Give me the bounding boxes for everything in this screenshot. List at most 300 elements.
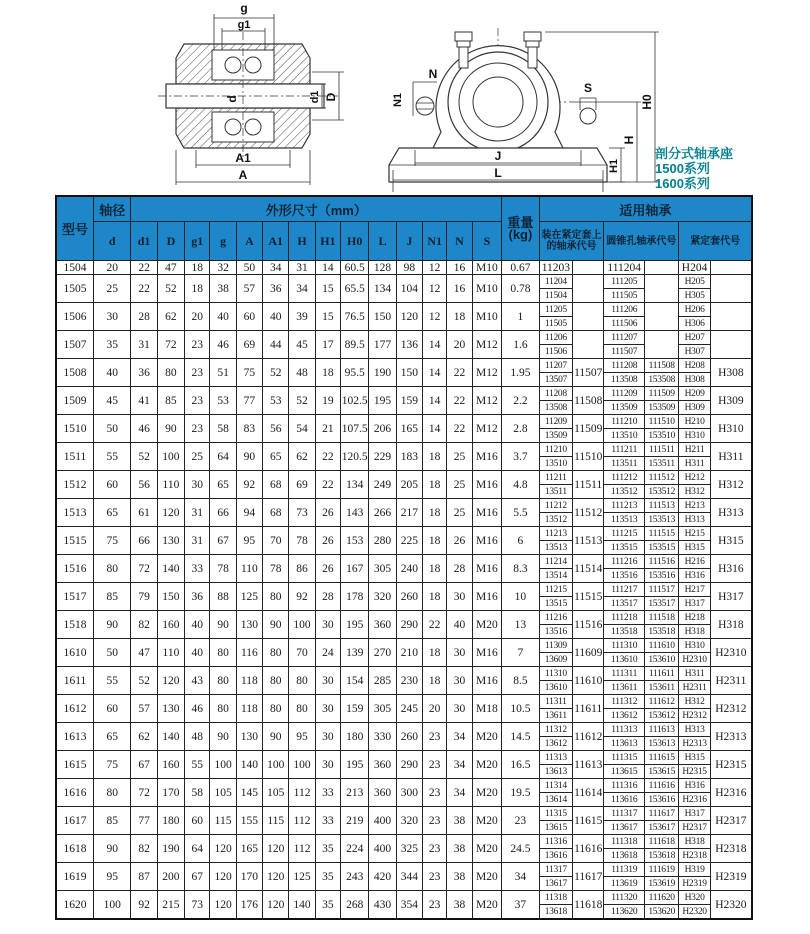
value-cell: 31 bbox=[185, 499, 210, 527]
value-cell: 24 bbox=[315, 639, 340, 667]
value-cell: 190 bbox=[369, 359, 396, 387]
value-cell: 46 bbox=[210, 331, 236, 359]
value-cell: 360 bbox=[369, 779, 396, 807]
value-cell: 56 bbox=[131, 471, 157, 499]
bearing-code-cell: 113511 bbox=[604, 457, 645, 471]
front-drawing bbox=[385, 10, 675, 195]
value-cell: 11510 bbox=[573, 443, 604, 471]
value-cell: 43 bbox=[185, 667, 210, 695]
value-cell: 195 bbox=[369, 387, 396, 415]
value-cell: 45 bbox=[93, 387, 130, 415]
value-cell: 47 bbox=[131, 639, 157, 667]
bearing-code-cell: 111311 bbox=[604, 667, 645, 681]
value-cell: 98 bbox=[396, 261, 422, 275]
bearing-code-cell: 113517 bbox=[604, 597, 645, 611]
value-cell: 11611 bbox=[573, 695, 604, 723]
bearing-code-cell: 111212 bbox=[604, 471, 645, 485]
value-cell: 39 bbox=[289, 303, 315, 331]
value-cell: 25 bbox=[447, 499, 472, 527]
value-cell: 18 bbox=[423, 499, 447, 527]
value-cell bbox=[644, 275, 678, 303]
bearing-code-cell: 111518 bbox=[644, 611, 678, 625]
value-cell: 34 bbox=[289, 275, 315, 303]
header-col-H: H bbox=[289, 222, 315, 261]
bearing-code-cell: 111613 bbox=[644, 723, 678, 737]
value-cell: M12 bbox=[472, 331, 502, 359]
value-cell: H2311 bbox=[710, 667, 752, 695]
value-cell: 300 bbox=[396, 779, 422, 807]
value-cell: 112 bbox=[289, 835, 315, 863]
value-cell: 1507 bbox=[56, 331, 93, 359]
value-cell: 110 bbox=[236, 555, 262, 583]
bearing-code-cell: 13612 bbox=[539, 737, 572, 751]
value-cell: 18 bbox=[423, 583, 447, 611]
value-cell: 1.95 bbox=[502, 359, 539, 387]
value-cell: 38 bbox=[447, 835, 472, 863]
bearing-code-cell: H320 bbox=[679, 891, 710, 905]
value-cell: 67 bbox=[185, 863, 210, 891]
value-cell: 7 bbox=[502, 639, 539, 667]
value-cell: 90 bbox=[93, 835, 130, 863]
value-cell bbox=[644, 303, 678, 331]
value-cell: 305 bbox=[369, 555, 396, 583]
value-cell: H318 bbox=[710, 611, 752, 639]
value-cell: 11613 bbox=[573, 751, 604, 779]
spec-table-wrap bbox=[55, 195, 753, 920]
bearing-code-cell: 113508 bbox=[604, 373, 645, 387]
value-cell: 53 bbox=[210, 387, 236, 415]
bearing-code-cell: H311 bbox=[679, 667, 710, 681]
value-cell: 320 bbox=[369, 583, 396, 611]
value-cell: 30 bbox=[447, 639, 472, 667]
value-cell: 35 bbox=[315, 835, 340, 863]
dim-label-S: S bbox=[583, 81, 593, 95]
bearing-code-cell: 13507 bbox=[539, 373, 572, 387]
value-cell: 11515 bbox=[573, 583, 604, 611]
value-cell: 60.5 bbox=[341, 261, 369, 275]
value-cell: 54 bbox=[289, 415, 315, 443]
bearing-code-cell: 153518 bbox=[644, 625, 678, 639]
value-cell: 180 bbox=[157, 807, 184, 835]
bearing-code-cell: 13510 bbox=[539, 457, 572, 471]
value-cell: 8.5 bbox=[502, 667, 539, 695]
value-cell: 21 bbox=[315, 415, 340, 443]
value-cell: 18 bbox=[447, 303, 472, 331]
value-cell: 11615 bbox=[573, 807, 604, 835]
bearing-code-cell: 11318 bbox=[539, 891, 572, 905]
bearing-code-cell: 111516 bbox=[644, 555, 678, 569]
value-cell: 23 bbox=[185, 359, 210, 387]
dim-label-H: H bbox=[622, 135, 636, 145]
value-cell: 100 bbox=[289, 611, 315, 639]
value-cell: 100 bbox=[210, 751, 236, 779]
bearing-code-cell: 11314 bbox=[539, 779, 572, 793]
value-cell: 77 bbox=[236, 387, 262, 415]
bearing-code-cell: 153515 bbox=[644, 541, 678, 555]
value-cell: 120 bbox=[157, 667, 184, 695]
value-cell: 125 bbox=[289, 863, 315, 891]
value-cell: 65 bbox=[263, 443, 289, 471]
bearing-code-cell: 13511 bbox=[539, 485, 572, 499]
value-cell: 18 bbox=[423, 555, 447, 583]
value-cell: 35 bbox=[315, 891, 340, 920]
value-cell: 50 bbox=[93, 639, 130, 667]
bearing-code-cell: 13613 bbox=[539, 765, 572, 779]
value-cell: 11612 bbox=[573, 723, 604, 751]
value-cell: 1516 bbox=[56, 555, 93, 583]
value-cell: 1612 bbox=[56, 695, 93, 723]
value-cell: 1613 bbox=[56, 723, 93, 751]
value-cell: 90 bbox=[93, 611, 130, 639]
bearing-code-cell: 111218 bbox=[604, 611, 645, 625]
value-cell: 115 bbox=[210, 807, 236, 835]
value-cell: 11509 bbox=[573, 415, 604, 443]
bearing-code-cell: H313 bbox=[679, 513, 710, 527]
value-cell: 78 bbox=[289, 527, 315, 555]
value-cell: 2.8 bbox=[502, 415, 539, 443]
bearing-code-cell: H212 bbox=[679, 471, 710, 485]
bearing-code-cell: 11204 bbox=[539, 275, 572, 289]
value-cell: 100 bbox=[157, 443, 184, 471]
value-cell: 159 bbox=[341, 695, 369, 723]
bearing-code-cell: H2313 bbox=[679, 737, 710, 751]
bearing-code-cell: 13515 bbox=[539, 597, 572, 611]
value-cell: 225 bbox=[396, 527, 422, 555]
value-cell: 85 bbox=[93, 583, 130, 611]
value-cell: 87 bbox=[131, 863, 157, 891]
value-cell: 22 bbox=[423, 611, 447, 639]
value-cell: 215 bbox=[157, 891, 184, 920]
header-bearing-title: 适用轴承 bbox=[539, 196, 752, 222]
bearing-code-cell: H2317 bbox=[679, 821, 710, 835]
value-cell: H2319 bbox=[710, 863, 752, 891]
bearing-code-cell: 111318 bbox=[604, 835, 645, 849]
bearing-code-cell: 111316 bbox=[604, 779, 645, 793]
bearing-code-cell: H313 bbox=[679, 723, 710, 737]
value-cell: 136 bbox=[396, 331, 422, 359]
value-cell: 15 bbox=[315, 303, 340, 331]
value-cell: 160 bbox=[157, 751, 184, 779]
value-cell: 28 bbox=[131, 303, 157, 331]
value-cell: 112 bbox=[289, 779, 315, 807]
value-cell: 195 bbox=[341, 751, 369, 779]
value-cell: 70 bbox=[289, 639, 315, 667]
value-cell: 20 bbox=[93, 261, 130, 275]
bearing-code-cell: 113509 bbox=[604, 401, 645, 415]
value-cell: 90 bbox=[210, 611, 236, 639]
value-cell: M10 bbox=[472, 275, 502, 303]
bearing-code-cell: H318 bbox=[679, 625, 710, 639]
value-cell: 139 bbox=[341, 639, 369, 667]
value-cell: 30 bbox=[185, 471, 210, 499]
value-cell: 52 bbox=[263, 359, 289, 387]
bearing-code-cell: 13614 bbox=[539, 793, 572, 807]
header-col-g: g bbox=[210, 222, 236, 261]
value-cell: M20 bbox=[472, 835, 502, 863]
value-cell: H2312 bbox=[710, 695, 752, 723]
value-cell: H2313 bbox=[710, 723, 752, 751]
value-cell: 3.7 bbox=[502, 443, 539, 471]
value-cell: 23 bbox=[185, 331, 210, 359]
bearing-code-cell: 11312 bbox=[539, 723, 572, 737]
value-cell: 176 bbox=[236, 891, 262, 920]
value-cell: 92 bbox=[131, 891, 157, 920]
value-cell: 229 bbox=[369, 443, 396, 471]
bearing-code-cell: H2318 bbox=[679, 849, 710, 863]
bearing-code-cell: H207 bbox=[679, 331, 710, 345]
value-cell: 80 bbox=[263, 639, 289, 667]
table-row bbox=[56, 303, 752, 317]
value-cell: 100 bbox=[263, 751, 289, 779]
value-cell: 330 bbox=[369, 723, 396, 751]
value-cell: 65 bbox=[93, 723, 130, 751]
value-cell bbox=[710, 275, 752, 303]
value-cell: 11617 bbox=[573, 863, 604, 891]
dim-label-N: N bbox=[428, 67, 438, 81]
value-cell: 118 bbox=[236, 667, 262, 695]
value-cell: 120 bbox=[263, 863, 289, 891]
value-cell: 25 bbox=[447, 443, 472, 471]
value-cell: 33 bbox=[315, 779, 340, 807]
value-cell: 0.78 bbox=[502, 275, 539, 303]
bearing-code-cell: 11215 bbox=[539, 583, 572, 597]
value-cell: 130 bbox=[236, 611, 262, 639]
header-model: 型号 bbox=[56, 196, 93, 261]
value-cell: 66 bbox=[210, 499, 236, 527]
value-cell: M20 bbox=[472, 891, 502, 920]
table-row bbox=[56, 387, 752, 401]
value-cell: 35 bbox=[93, 331, 130, 359]
value-cell: 23 bbox=[423, 779, 447, 807]
value-cell: 14 bbox=[423, 359, 447, 387]
bearing-code-cell: 111618 bbox=[644, 835, 678, 849]
bearing-code-cell: 13513 bbox=[539, 541, 572, 555]
bearing-code-cell: 13609 bbox=[539, 653, 572, 667]
table-row bbox=[56, 555, 752, 569]
value-cell: 23 bbox=[423, 835, 447, 863]
bearing-code-cell: 111206 bbox=[604, 303, 645, 317]
value-cell: 80 bbox=[210, 639, 236, 667]
series-note bbox=[655, 146, 805, 191]
value-cell: 69 bbox=[236, 331, 262, 359]
bearing-code-cell: 11207 bbox=[539, 359, 572, 373]
value-cell: 130 bbox=[236, 723, 262, 751]
bearing-code-cell: 113515 bbox=[604, 541, 645, 555]
bearing-code-cell: H211 bbox=[679, 443, 710, 457]
bearing-code-cell: 11310 bbox=[539, 667, 572, 681]
value-cell: H2317 bbox=[710, 807, 752, 835]
value-cell: 14 bbox=[315, 261, 340, 275]
value-cell: 305 bbox=[369, 695, 396, 723]
bearing-code-cell: 111216 bbox=[604, 555, 645, 569]
value-cell: 95.5 bbox=[341, 359, 369, 387]
value-cell: 177 bbox=[369, 331, 396, 359]
value-cell: 266 bbox=[369, 499, 396, 527]
value-cell: 130 bbox=[157, 527, 184, 555]
value-cell: M16 bbox=[472, 667, 502, 695]
bearing-code-cell: H2315 bbox=[679, 765, 710, 779]
bearing-code-cell: H309 bbox=[679, 401, 710, 415]
value-cell: 325 bbox=[396, 835, 422, 863]
bearing-code-cell: 11216 bbox=[539, 611, 572, 625]
value-cell: 52 bbox=[289, 387, 315, 415]
value-cell: 30 bbox=[315, 667, 340, 695]
bearing-code-cell: H312 bbox=[679, 695, 710, 709]
value-cell: 20 bbox=[185, 303, 210, 331]
bearing-code-cell: H305 bbox=[679, 289, 710, 303]
value-cell: 23 bbox=[423, 807, 447, 835]
value-cell: 80 bbox=[93, 555, 130, 583]
bearing-code-cell: 153611 bbox=[644, 681, 678, 695]
bearing-code-cell: 113612 bbox=[604, 709, 645, 723]
value-cell: 90 bbox=[236, 443, 262, 471]
dim-label-d1: d1 bbox=[309, 90, 321, 104]
dim-label-N1: N1 bbox=[392, 92, 404, 108]
value-cell: 102.5 bbox=[341, 387, 369, 415]
value-cell: H309 bbox=[710, 387, 752, 415]
value-cell: 26 bbox=[315, 499, 340, 527]
value-cell: 1511 bbox=[56, 443, 93, 471]
value-cell: 51 bbox=[210, 359, 236, 387]
bearing-code-cell: 11505 bbox=[539, 317, 572, 331]
value-cell: H308 bbox=[710, 359, 752, 387]
value-cell: 5.5 bbox=[502, 499, 539, 527]
bearing-code-cell: 113619 bbox=[604, 877, 645, 891]
header-col-H0: H0 bbox=[341, 222, 369, 261]
bearing-code-cell: 113610 bbox=[604, 653, 645, 667]
value-cell: 18 bbox=[423, 667, 447, 695]
bearing-code-cell: 111320 bbox=[604, 891, 645, 905]
value-cell: 134 bbox=[369, 275, 396, 303]
spec-table bbox=[55, 195, 753, 920]
value-cell: 16.5 bbox=[502, 751, 539, 779]
value-cell bbox=[573, 261, 604, 275]
value-cell: 2.2 bbox=[502, 387, 539, 415]
value-cell: 13 bbox=[502, 611, 539, 639]
value-cell: 23 bbox=[502, 807, 539, 835]
value-cell: 75 bbox=[236, 359, 262, 387]
value-cell: 62 bbox=[131, 723, 157, 751]
value-cell: 50 bbox=[93, 415, 130, 443]
bearing-code-cell: 111620 bbox=[644, 891, 678, 905]
value-cell: 17 bbox=[315, 331, 340, 359]
value-cell: H311 bbox=[710, 443, 752, 471]
value-cell: 56 bbox=[263, 415, 289, 443]
value-cell: 290 bbox=[396, 611, 422, 639]
bearing-code-cell: 111210 bbox=[604, 415, 645, 429]
header-bearing-tapered-bore: 圆锥孔轴承代号 bbox=[604, 222, 679, 261]
header-col-A: A bbox=[236, 222, 262, 261]
value-cell: 28 bbox=[315, 583, 340, 611]
value-cell: 37 bbox=[502, 891, 539, 920]
bearing-code-cell: 113513 bbox=[604, 513, 645, 527]
value-cell: M16 bbox=[472, 471, 502, 499]
bearing-code-cell: H310 bbox=[679, 639, 710, 653]
value-cell: 167 bbox=[341, 555, 369, 583]
value-cell: M16 bbox=[472, 443, 502, 471]
value-cell: 60 bbox=[93, 695, 130, 723]
table-row bbox=[56, 863, 752, 877]
value-cell: 44 bbox=[263, 331, 289, 359]
bearing-code-cell: 11316 bbox=[539, 835, 572, 849]
value-cell: 92 bbox=[289, 583, 315, 611]
value-cell: 77 bbox=[131, 807, 157, 835]
value-cell: 1518 bbox=[56, 611, 93, 639]
value-cell: 120 bbox=[396, 303, 422, 331]
bearing-code-cell: 13516 bbox=[539, 625, 572, 639]
value-cell: 48 bbox=[289, 359, 315, 387]
series-note-title: 剖分式轴承座 bbox=[655, 146, 734, 161]
bearing-code-cell: 111211 bbox=[604, 443, 645, 457]
value-cell: 80 bbox=[263, 695, 289, 723]
value-cell: 145 bbox=[236, 779, 262, 807]
value-cell: 64 bbox=[210, 443, 236, 471]
value-cell: 26 bbox=[315, 555, 340, 583]
table-row bbox=[56, 667, 752, 681]
value-cell: 11614 bbox=[573, 779, 604, 807]
value-cell: 165 bbox=[396, 415, 422, 443]
value-cell bbox=[710, 261, 752, 275]
value-cell: 1616 bbox=[56, 779, 93, 807]
value-cell: 65 bbox=[210, 471, 236, 499]
bearing-code-cell: 111505 bbox=[604, 289, 645, 303]
s-bolt-icon bbox=[580, 108, 596, 124]
value-cell: 22 bbox=[447, 359, 472, 387]
value-cell: 23 bbox=[423, 891, 447, 920]
bearing-code-cell: 153513 bbox=[644, 513, 678, 527]
bearing-code-cell: 13509 bbox=[539, 429, 572, 443]
value-cell: 57 bbox=[131, 695, 157, 723]
value-cell: 11514 bbox=[573, 555, 604, 583]
dim-label-g: g bbox=[240, 1, 248, 15]
bearing-code-cell: 13512 bbox=[539, 513, 572, 527]
dim-label-J: J bbox=[494, 149, 502, 163]
value-cell: 80 bbox=[157, 359, 184, 387]
value-cell: 1512 bbox=[56, 471, 93, 499]
value-cell: 160 bbox=[157, 611, 184, 639]
value-cell: M12 bbox=[472, 387, 502, 415]
value-cell: 64 bbox=[185, 835, 210, 863]
value-cell: 20 bbox=[423, 695, 447, 723]
bearing-code-cell: 11209 bbox=[539, 415, 572, 429]
header-col-A1: A1 bbox=[263, 222, 289, 261]
value-cell: 1513 bbox=[56, 499, 93, 527]
value-cell bbox=[644, 261, 678, 275]
value-cell: 80 bbox=[93, 779, 130, 807]
table-row bbox=[56, 807, 752, 821]
ball-icon bbox=[225, 119, 241, 135]
value-cell: 12 bbox=[423, 303, 447, 331]
bearing-code-cell: 111213 bbox=[604, 499, 645, 513]
value-cell: 134 bbox=[341, 471, 369, 499]
bearing-code-cell: 113518 bbox=[604, 625, 645, 639]
value-cell: M16 bbox=[472, 499, 502, 527]
value-cell: 360 bbox=[369, 611, 396, 639]
value-cell: 90 bbox=[157, 415, 184, 443]
value-cell: 90 bbox=[263, 611, 289, 639]
value-cell: 24.5 bbox=[502, 835, 539, 863]
value-cell: 150 bbox=[369, 303, 396, 331]
value-cell: 11609 bbox=[573, 639, 604, 667]
value-cell: 130 bbox=[157, 695, 184, 723]
bearing-code-cell: 153615 bbox=[644, 765, 678, 779]
table-row bbox=[56, 275, 752, 289]
bearing-code-cell: 113620 bbox=[604, 905, 645, 920]
value-cell: 120.5 bbox=[341, 443, 369, 471]
bearing-code-cell: 153620 bbox=[644, 905, 678, 920]
value-cell: 4.8 bbox=[502, 471, 539, 499]
value-cell: 40 bbox=[210, 303, 236, 331]
